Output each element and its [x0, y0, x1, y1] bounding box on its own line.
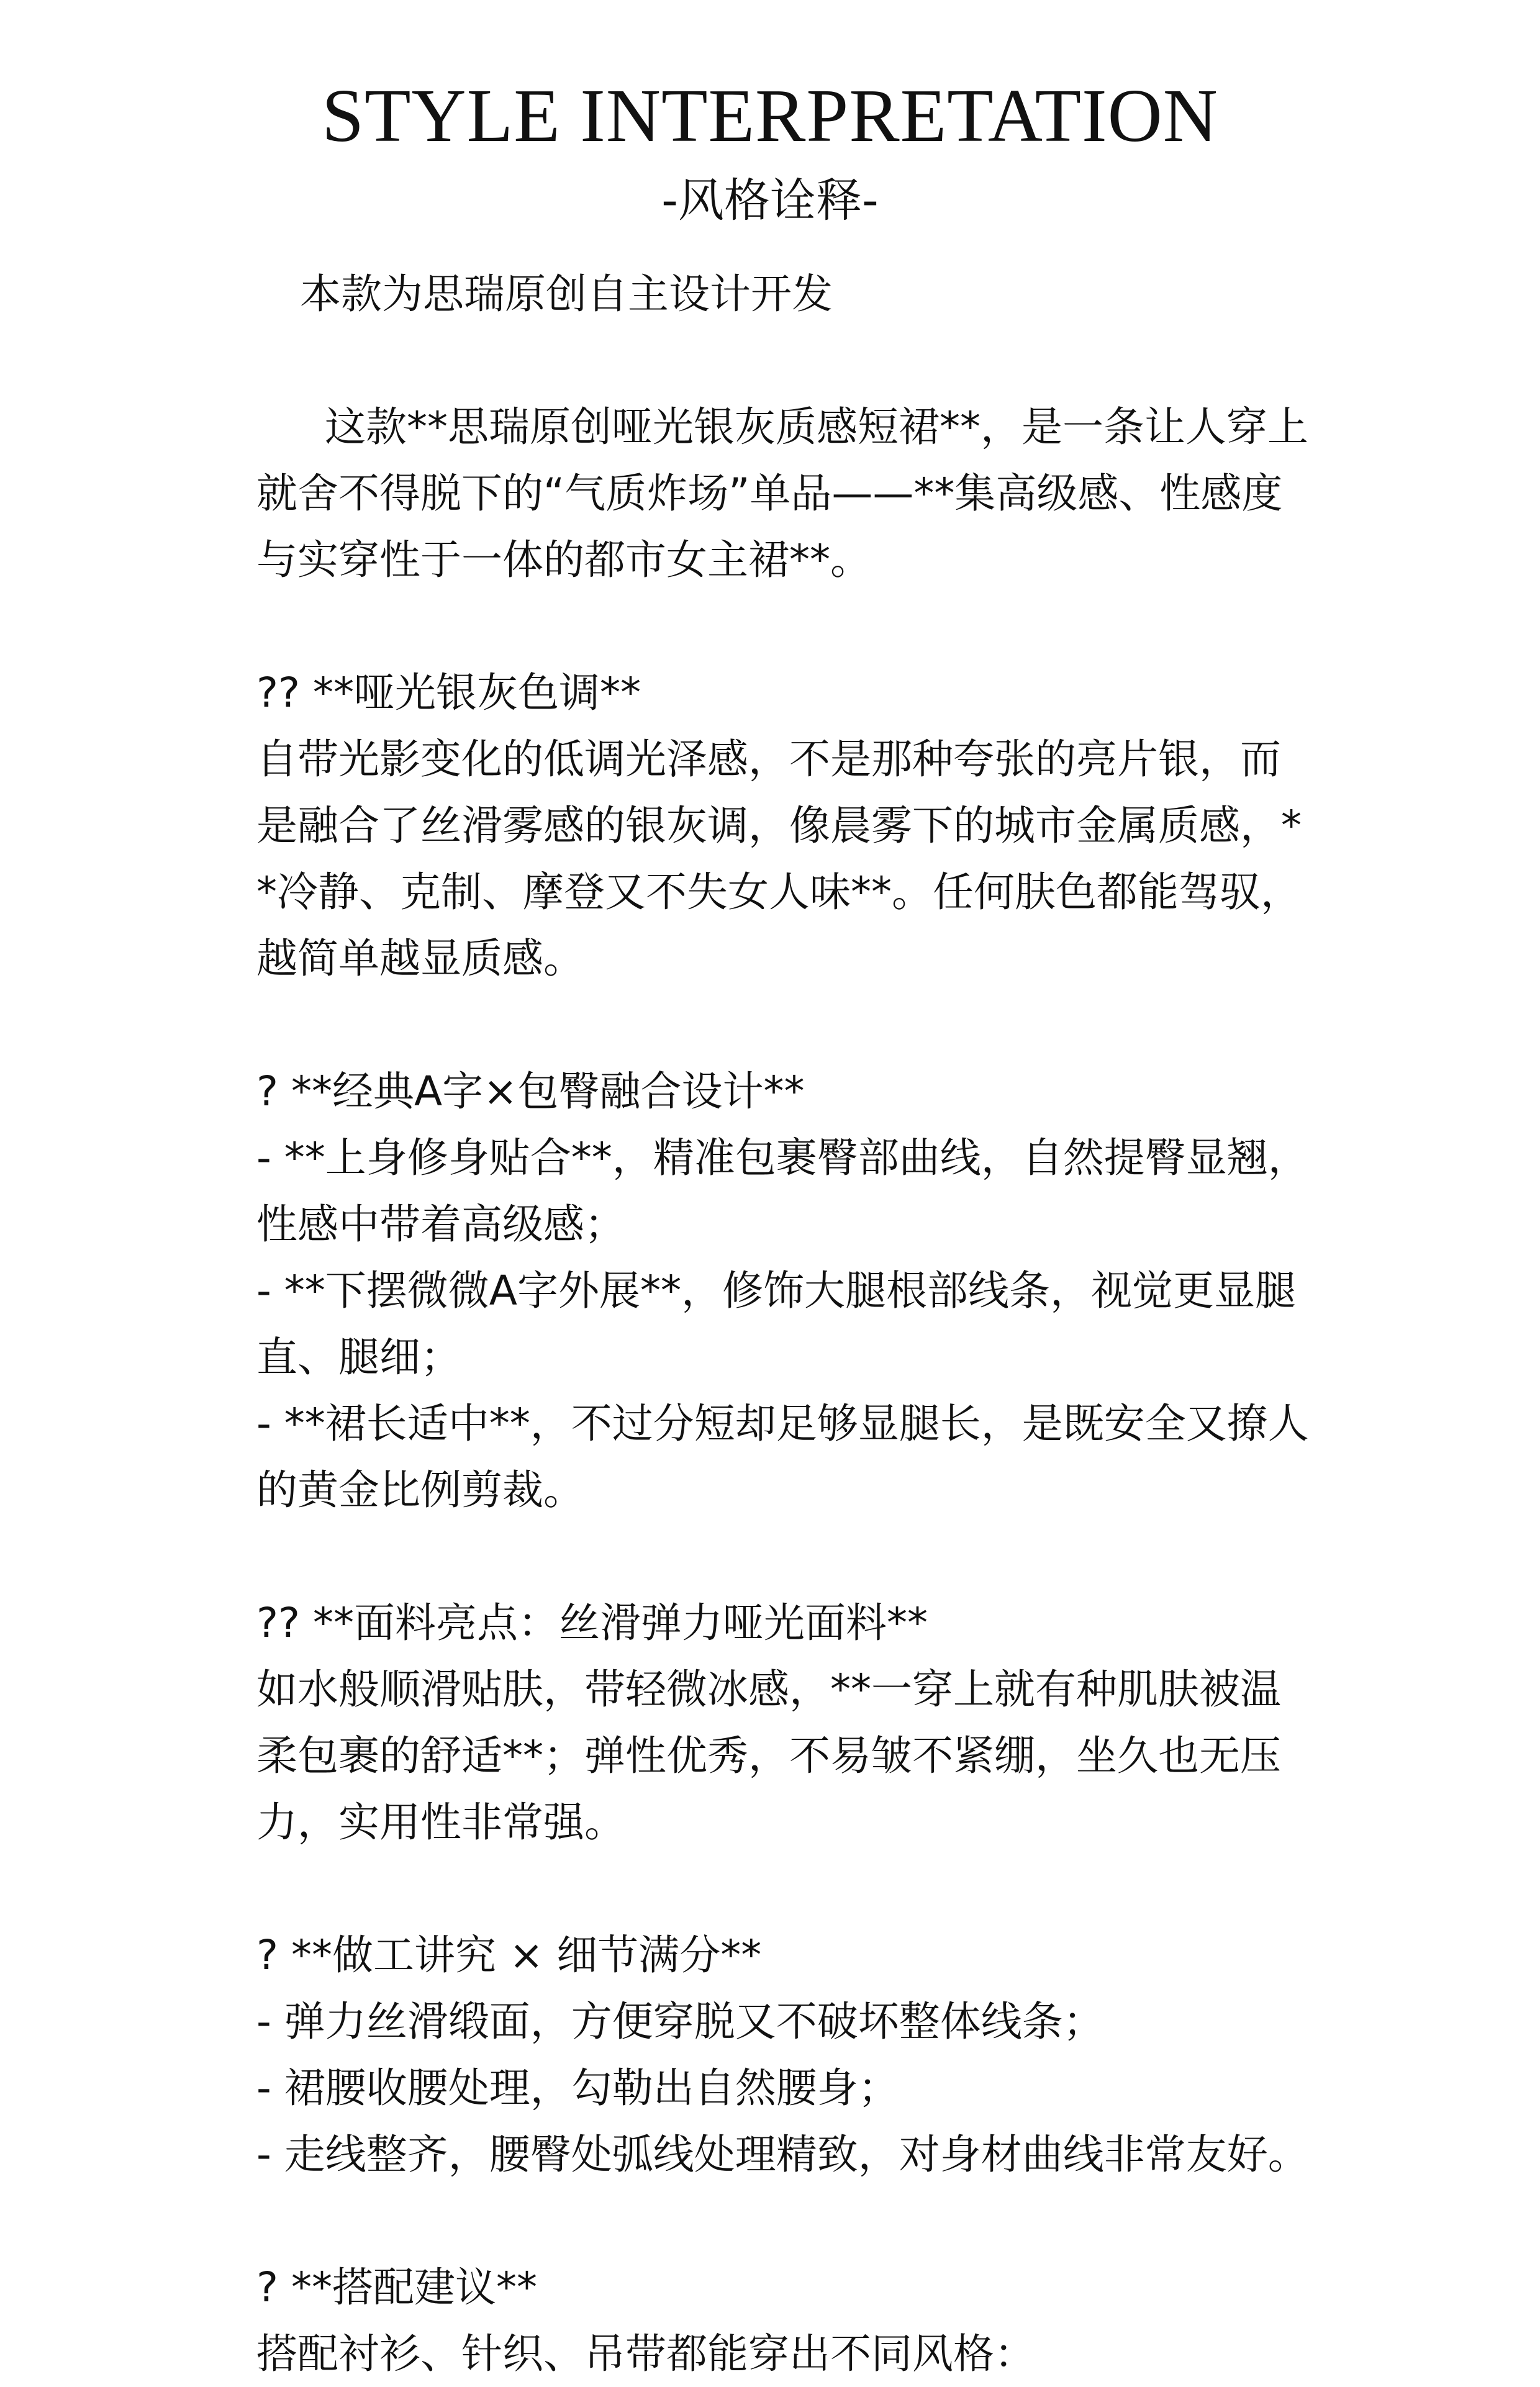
section-heading: ? **经典A字×包臀融合设计**: [256, 1067, 805, 1115]
text-line: - 走线整齐，腰臀处弧线处理精致，对身材曲线非常友好。: [256, 2131, 1309, 2178]
text-line: 搭配衬衫、针织、吊带都能穿出不同风格：: [256, 2330, 1035, 2378]
text-line: [256, 1855, 1393, 1922]
text-line: - **上身修身贴合**，精准包裹臀部曲线，自然提臀显翘，: [256, 1134, 1309, 1182]
text-line: - **下摆微微A字外展**，修饰大腿根部线条，视觉更显腿: [256, 1267, 1296, 1315]
text-line: 柔包裹的舒适**；弹性优秀，不易皱不紧绷，坐久也无压: [256, 1732, 1281, 1780]
section-heading: ? **做工讲究 × 细节满分**: [256, 1931, 762, 1979]
description-body: [256, 261, 1393, 2387]
section-heading: ? **搭配建议**: [256, 2263, 538, 2311]
text-line: 越简单越显质感。: [256, 935, 584, 982]
text-line: 是融合了丝滑雾感的银灰调，像晨雾下的城市金属质感，*: [256, 802, 1302, 849]
text-line: [256, 992, 1393, 1058]
text-line: 的黄金比例剪裁。: [256, 1466, 584, 1514]
text-line: 这款**思瑞原创哑光银灰质感短裙**，是一条让人穿上: [325, 403, 1308, 451]
page-title: STYLE INTERPRETATION: [322, 74, 1218, 158]
text-line: - 裙腰收腰处理，勾勒出自然腰身；: [256, 2064, 899, 2112]
section-heading: ?? **面料亮点：丝滑弹力哑光面料**: [256, 1599, 928, 1647]
text-line: [256, 593, 1393, 659]
text-line: [256, 327, 1393, 394]
text-line: 直、腿细；: [256, 1333, 461, 1381]
text-line: 力，实用性非常强。: [256, 1798, 625, 1846]
text-line: [256, 1523, 1393, 1590]
text-line: 自带光影变化的低调光泽感，不是那种夸张的亮片银，而: [256, 735, 1281, 783]
text-line: [256, 2188, 1393, 2254]
text-line: 如水般顺滑贴肤，带轻微冰感，**一穿上就有种肌肤被温: [256, 1665, 1281, 1713]
text-line: 性感中带着高级感；: [256, 1200, 625, 1248]
page-subtitle: -风格诠释-: [661, 174, 879, 227]
text-line: 与实穿性于一体的都市女主裙**。: [256, 536, 871, 584]
text-line: *冷静、克制、摩登又不失女人味**。任何肤色都能驾驭，: [256, 868, 1302, 916]
text-line: 就舍不得脱下的“气质炸场”单品——**集高级感、性感度: [256, 469, 1283, 517]
text-line: - 弹力丝滑缎面，方便穿脱又不破坏整体线条；: [256, 1998, 1104, 2045]
section-heading: ?? **哑光银灰色调**: [256, 669, 641, 717]
text-line: - **裙长适中**，不过分短却足够显腿长，是既安全又撩人: [256, 1400, 1309, 1447]
intro-line: 本款为思瑞原创自主设计开发: [300, 270, 833, 318]
